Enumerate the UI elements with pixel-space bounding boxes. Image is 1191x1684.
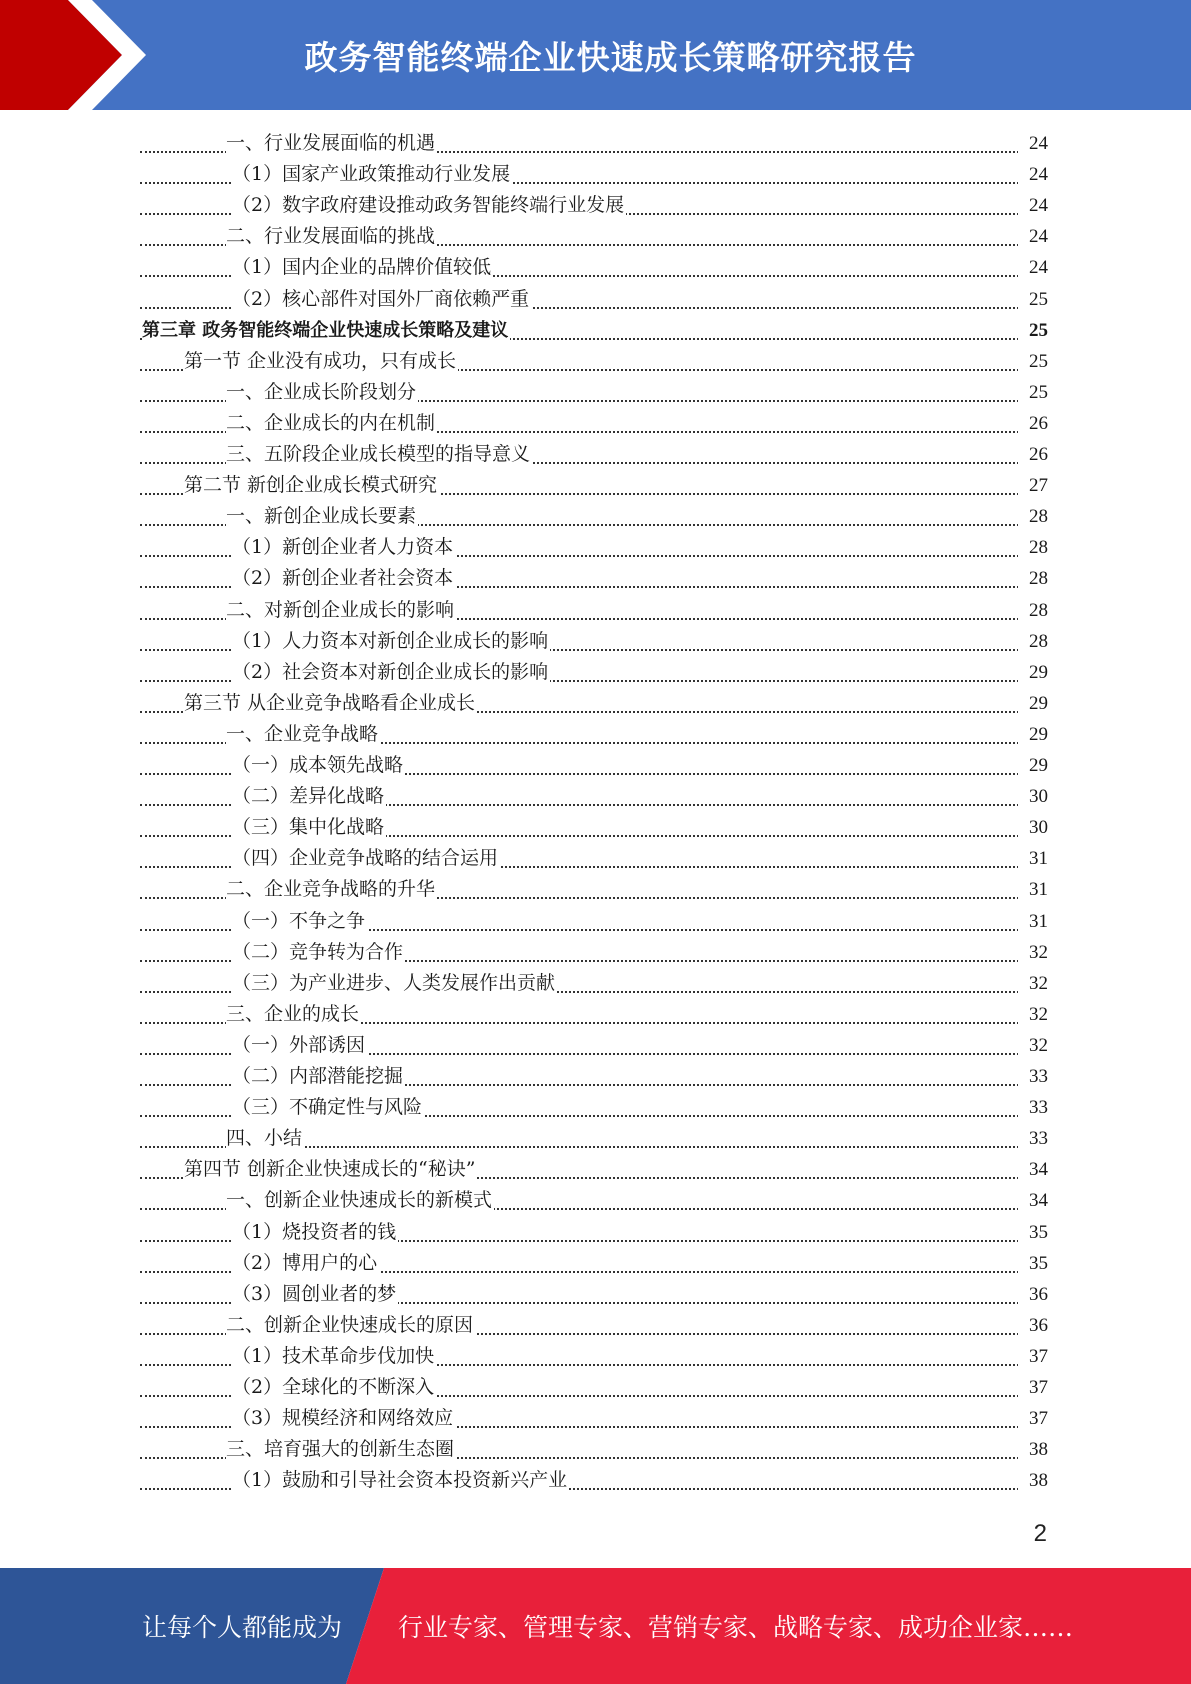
toc-page-number: 25 [1018,377,1048,408]
toc-entry-label: （三）集中化战略 [232,812,386,843]
toc-entry-label: （一）外部诱因 [232,1030,367,1061]
toc-page-number: 26 [1018,439,1048,470]
toc-page-number: 33 [1018,1061,1048,1092]
toc-page-number: 32 [1018,1030,1048,1061]
toc-page-number: 29 [1018,688,1048,719]
page-number: 2 [1033,1520,1047,1547]
toc-entry[interactable] [0,1465,1191,1496]
toc-entry-label: 第四节 创新企业快速成长的“秘诀” [184,1154,477,1185]
footer-slogan-left: 让每个人都能成为 [142,1613,343,1642]
toc-entry-label: （一）不争之争 [232,906,367,937]
toc-entry-label: 一、创新企业快速成长的新模式 [226,1185,494,1216]
toc-page-number: 38 [1018,1465,1048,1496]
toc-page-number: 24 [1018,221,1048,252]
toc-page-number: 25 [1018,346,1048,377]
toc-entry-label: （1）烧投资者的钱 [232,1217,398,1248]
toc-entry-label: 二、行业发展面临的挑战 [226,221,437,252]
toc-entry-label: 二、企业竞争战略的升华 [226,874,437,905]
toc-entry-label: 三、企业的成长 [226,999,361,1030]
report-header [0,0,1191,110]
toc-page-number: 37 [1018,1372,1048,1403]
toc-entry-label: 第一节 企业没有成功，只有成长 [184,346,458,377]
toc-page-number: 26 [1018,408,1048,439]
toc-page-number: 31 [1018,874,1048,905]
toc-entry-label: （2）社会资本对新创企业成长的影响 [232,657,550,688]
toc-entry-label: 一、行业发展面临的机遇 [226,128,437,159]
toc-page-number: 38 [1018,1434,1048,1465]
toc-page-number: 28 [1018,595,1048,626]
toc-entry-label: （二）内部潜能挖掘 [232,1061,405,1092]
toc-entry-label: 一、企业成长阶段划分 [226,377,418,408]
toc-entry-label: （2）数字政府建设推动政务智能终端行业发展 [232,190,626,221]
toc-page-number: 28 [1018,563,1048,594]
toc-page-number: 31 [1018,843,1048,874]
toc-page-number: 36 [1018,1279,1048,1310]
toc-page-number: 31 [1018,906,1048,937]
toc-entry-label: 第三节 从企业竞争战略看企业成长 [184,688,477,719]
toc-page-number: 32 [1018,999,1048,1030]
toc-page-number: 30 [1018,781,1048,812]
toc-page-number: 37 [1018,1403,1048,1434]
toc-page-number: 29 [1018,657,1048,688]
toc-entry-label: （四）企业竞争战略的结合运用 [232,843,500,874]
toc-entry-label: （1）国家产业政策推动行业发展 [232,159,512,190]
toc-entry-label: （三）为产业进步、人类发展作出贡献 [232,968,557,999]
toc-page-number: 35 [1018,1248,1048,1279]
toc-entry-label: （2）核心部件对国外厂商依赖严重 [232,284,531,315]
toc-entry-label: （一）成本领先战略 [232,750,405,781]
toc-entry-label: 一、新创企业成长要素 [226,501,418,532]
toc-page-number: 34 [1018,1185,1048,1216]
toc-page-number: 33 [1018,1123,1048,1154]
toc-entry-label: （1）新创企业者人力资本 [232,532,455,563]
toc-page-number: 24 [1018,252,1048,283]
toc-entry-label: 一、企业竞争战略 [226,719,380,750]
report-title: 政务智能终端企业快速成长策略研究报告 [304,37,917,77]
toc-page-number: 29 [1018,719,1048,750]
toc-page-number: 36 [1018,1310,1048,1341]
toc-entry-label: 二、对新创企业成长的影响 [226,595,456,626]
toc-page-number: 32 [1018,937,1048,968]
toc-entry-label: （1）国内企业的品牌价值较低 [232,252,493,283]
toc-entry-label: （2）新创企业者社会资本 [232,563,455,594]
toc-entry-label: 二、企业成长的内在机制 [226,408,437,439]
toc-entry-label: 第三章 政务智能终端企业快速成长策略及建议 [142,315,510,346]
toc-entry-label: （1）鼓励和引导社会资本投资新兴产业 [232,1465,569,1496]
toc-page-number: 35 [1018,1217,1048,1248]
toc-entry-label: （3）圆创业者的梦 [232,1279,398,1310]
toc-page-number: 29 [1018,750,1048,781]
toc-entry-label: （3）规模经济和网络效应 [232,1403,455,1434]
toc-entry-label: （2）博用户的心 [232,1248,379,1279]
toc-page-number: 24 [1018,128,1048,159]
toc-entry-label: 二、创新企业快速成长的原因 [226,1310,475,1341]
toc-page-number: 30 [1018,812,1048,843]
toc-page-number: 24 [1018,159,1048,190]
toc-page-number: 33 [1018,1092,1048,1123]
red-chevron-icon [0,0,150,110]
footer-slogan-right: 行业专家、管理专家、营销专家、战略专家、成功企业家…… [398,1613,1074,1642]
toc-page-number: 25 [1018,315,1048,346]
toc-page-number: 37 [1018,1341,1048,1372]
toc-page-number: 34 [1018,1154,1048,1185]
toc-page-number: 28 [1018,501,1048,532]
toc-entry-label: （二）竞争转为合作 [232,937,405,968]
toc-entry-label: （2）全球化的不断深入 [232,1372,436,1403]
toc-entry-label: （三）不确定性与风险 [232,1092,424,1123]
toc-page-number: 25 [1018,284,1048,315]
toc-page-number: 24 [1018,190,1048,221]
toc-page-number: 28 [1018,532,1048,563]
toc-page-number: 28 [1018,626,1048,657]
toc-entry-label: 四、小结 [226,1123,304,1154]
toc-entry-label: （1）人力资本对新创企业成长的影响 [232,626,550,657]
toc-entry-label: 三、培育强大的创新生态圈 [226,1434,456,1465]
toc-entry-label: 三、五阶段企业成长模型的指导意义 [226,439,532,470]
toc-page-number: 32 [1018,968,1048,999]
toc-page-number: 27 [1018,470,1048,501]
toc-entry-label: （二）差异化战略 [232,781,386,812]
toc-entry-label: 第二节 新创企业成长模式研究 [184,470,439,501]
footer-banner [0,1568,1191,1684]
toc-entry-label: （1）技术革命步伐加快 [232,1341,436,1372]
